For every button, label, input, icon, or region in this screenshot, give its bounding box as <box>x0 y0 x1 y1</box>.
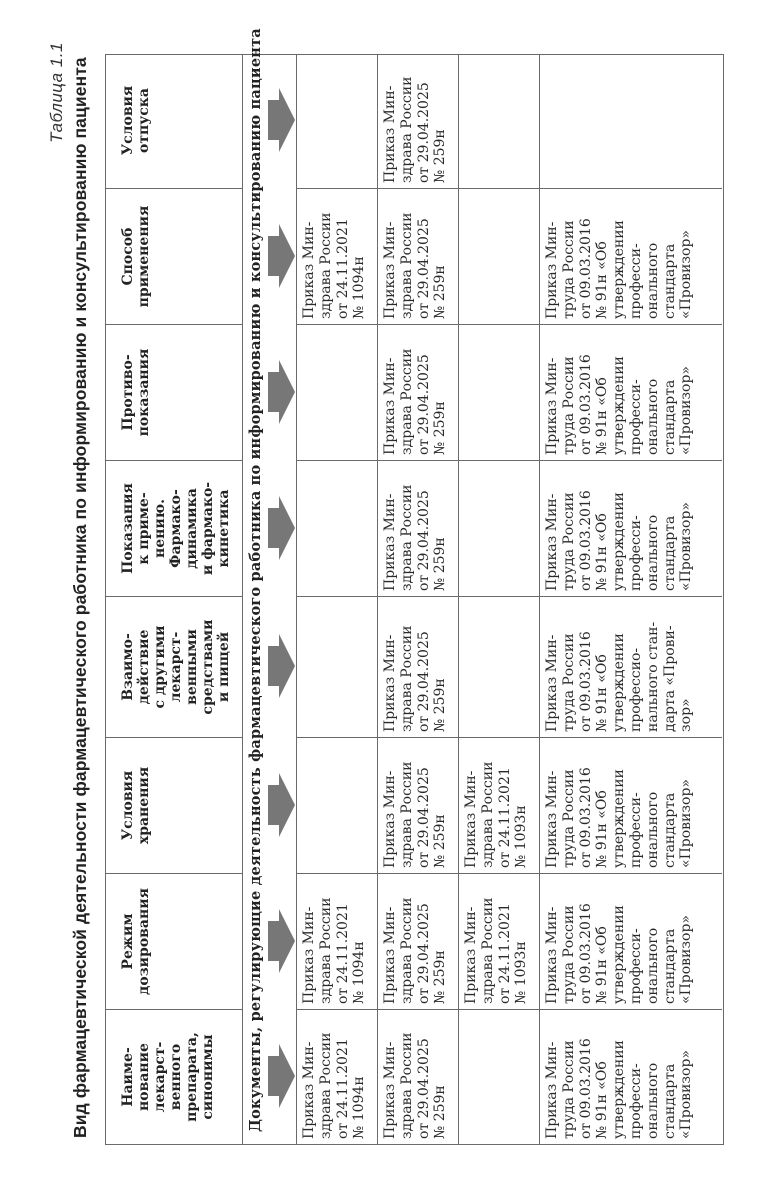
table-cell <box>459 188 539 324</box>
column-header: Противо- показания <box>106 324 242 460</box>
table-row <box>459 55 540 1144</box>
table-cell: Приказ Мин- труда России от 09.03.2016 № 91н «Об утверждении профессио- нального стан- дарта «Прови- зор» <box>540 596 722 737</box>
table-cell <box>459 53 539 188</box>
table-cell <box>459 596 539 737</box>
table-cell: Приказ Мин- здрава России от 29.04.2025 № 259н <box>382 76 449 183</box>
arrow-slot <box>268 737 296 873</box>
table-cell <box>459 1009 539 1144</box>
table-cell: Приказ Мин- труда России от 09.03.2016 № 91н «Об утверждении професси- онального стандарта «Провизор» <box>540 460 722 596</box>
arrow-slot <box>268 1009 296 1144</box>
table-cell <box>297 53 377 188</box>
down-arrow-icon <box>268 1045 295 1109</box>
table-cell <box>459 324 539 460</box>
table-cell <box>297 737 377 873</box>
table-cell: Приказ Мин- труда России от 09.03.2016 № 91н «Об утверждении професси- онального стандарта «Провизор» <box>540 324 722 460</box>
table-cell: Приказ Мин- здрава России от 29.04.2025 № 259н <box>378 873 458 1009</box>
column-header: Режим дозирования <box>106 873 242 1009</box>
down-arrow-icon <box>268 909 295 973</box>
table-cell: Приказ Мин- здрава России от 24.11.2021 № 1094н <box>297 1009 377 1144</box>
table-cell: Приказ Мин- труда России от 09.03.2016 № 91н «Об утверждении професси- онального стандарта «Провизор» <box>540 188 722 324</box>
table-cell: Приказ Мин- труда России от 09.03.2016 № 91н «Об утверждении професси- онального стандарта «Провизор» <box>540 873 722 1009</box>
table-header-row <box>106 55 243 1144</box>
arrow-slot <box>268 324 296 460</box>
arrow-slot <box>268 596 296 737</box>
down-arrow-icon <box>268 496 295 560</box>
arrow-slot <box>268 53 296 188</box>
table-cell <box>297 324 377 460</box>
column-header: Показания к приме- нению. Фармако- динамика и фармако- кинетика <box>106 460 242 596</box>
table-cell <box>540 53 722 188</box>
band-text: Документы, регулирующие деятельность фармацевтического работника по информированию и консультированию пациента <box>247 28 264 1132</box>
table-title: Вид фармацевтической деятельности фармацевтического работника по информированию и консультированию пациента <box>70 57 90 1138</box>
down-arrow-icon <box>268 360 295 424</box>
down-arrow-icon <box>268 224 295 288</box>
regulatory-documents-table <box>105 28 724 1145</box>
band-arrows <box>268 55 296 1144</box>
table-row <box>540 55 722 1144</box>
down-arrow-icon <box>268 635 295 699</box>
table-cell <box>297 460 377 596</box>
column-header: Наиме- нование лекарст- венного препарата, синонимы <box>106 1009 242 1144</box>
table-cell: Приказ Мин- здрава России от 29.04.2025 № 259н <box>378 188 458 324</box>
table-cell: Приказ Мин- здрава России от 24.11.2021 № 1093н <box>459 737 539 873</box>
table-cell: Приказ Мин- труда России от 09.03.2016 № 91н «Об утверждении професси- онального стандарта «Провизор» <box>540 1009 722 1144</box>
column-header: Взаимо- действие с другими лекарст- венными средствами и пищей <box>106 596 242 737</box>
table-cell <box>297 596 377 737</box>
table-cell: Приказ Мин- здрава России от 29.04.2025 № 259н <box>378 596 458 737</box>
table-cell <box>459 460 539 596</box>
table-caption: Таблица 1.1 <box>47 42 66 143</box>
table-cell: Приказ Мин- здрава России от 24.11.2021 № 1094н <box>297 873 377 1009</box>
table-cell: Приказ Мин- здрава России от 24.11.2021 № 1093н <box>459 873 539 1009</box>
table-cell: Приказ Мин- здрава России от 29.04.2025 № 259н <box>378 460 458 596</box>
column-header: Условия отпуска <box>120 85 152 156</box>
table-row <box>378 55 459 1144</box>
column-header: Условия хранения <box>106 737 242 873</box>
table-cell: Приказ Мин- здрава России от 29.04.2025 № 259н <box>378 324 458 460</box>
down-arrow-icon <box>268 773 295 837</box>
down-arrow-icon <box>268 89 295 153</box>
arrow-slot <box>268 460 296 596</box>
arrow-slot <box>268 873 296 1009</box>
arrow-slot <box>268 188 296 324</box>
table-cell: Приказ Мин- здрава России от 24.11.2021 № 1094н <box>297 188 377 324</box>
table-cell: Приказ Мин- здрава России от 29.04.2025 № 259н <box>378 1009 458 1144</box>
table-cell: Приказ Мин- здрава России от 29.04.2025 № 259н <box>378 737 458 873</box>
table-row <box>297 55 378 1144</box>
documents-band-row <box>243 28 297 1144</box>
table-cell: Приказ Мин- труда России от 09.03.2016 № 91н «Об утверждении професси- онального стандарта «Провизор» <box>540 737 722 873</box>
column-header: Способ применения <box>106 188 242 324</box>
